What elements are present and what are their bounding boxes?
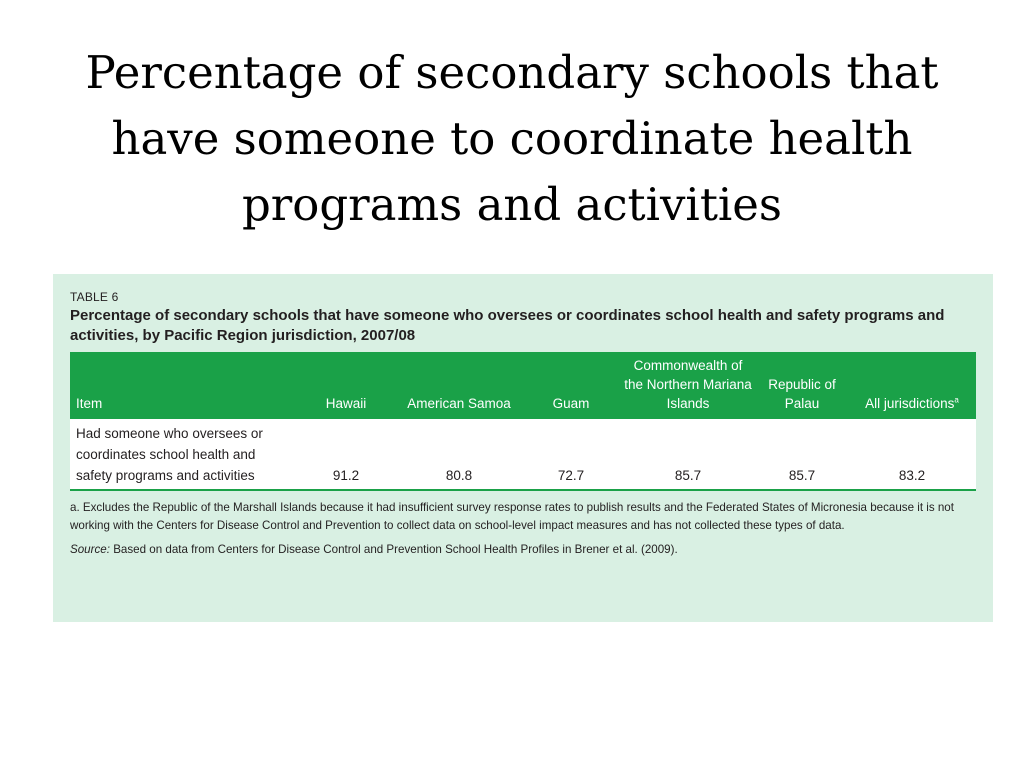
table-source <box>70 541 977 559</box>
cell-all-jurisdictions: 83.2 <box>898 468 926 483</box>
slide-title <box>40 40 984 238</box>
table-caption: Percentage of secondary schools that have someone who oversees or coordinates school health and safety programs and activities, by Pacific Region jurisdiction, 2007/08 <box>70 307 945 344</box>
column-header-republic-of-palau: Republic of Palau <box>768 377 836 411</box>
column-header-all-jurisdictions <box>848 352 976 419</box>
table-panel <box>53 274 993 622</box>
column-header-american-samoa: American Samoa <box>407 396 511 411</box>
table-row <box>70 419 976 490</box>
cell-northern-mariana-islands: 85.7 <box>674 468 702 483</box>
source-label: Source: <box>70 543 110 556</box>
cell-american-samoa: 80.8 <box>445 468 473 483</box>
column-header-hawaii: Hawaii <box>325 396 367 411</box>
table-header-row <box>70 352 976 419</box>
column-header-item: Item <box>76 396 103 411</box>
column-header-guam: Guam <box>552 396 590 411</box>
source-text: Based on data from Centers for Disease Control and Prevention School Health Profiles in Brener et al. (2009). <box>109 543 678 556</box>
data-table <box>70 352 976 491</box>
table-footnote: a. Excludes the Republic of the Marshall Islands because it had insufficient survey response rates to publish results and the Federated States of Micronesia because it is not working with the Centers for Disease Control and Prevention to collect data on school-level impact measures and has not collected these types of data. <box>70 501 954 532</box>
cell-hawaii: 91.2 <box>332 468 360 483</box>
footnote-marker: a <box>954 395 959 405</box>
row-item-label: Had someone who oversees or coordinates school health and safety programs and activities <box>76 426 263 483</box>
slide-title-line: programs and activities <box>241 178 783 231</box>
slide-title-line: Percentage of secondary schools that <box>85 46 939 99</box>
column-header-all-jurisdictions-label: All jurisdictions <box>865 396 955 411</box>
column-header-northern-mariana-islands: Commonwealth of the Northern Mariana Islands <box>624 358 752 411</box>
cell-republic-of-palau: 85.7 <box>788 468 816 483</box>
slide-title-line: have someone to coordinate health <box>111 112 913 165</box>
table-label: TABLE 6 <box>70 290 119 304</box>
cell-guam: 72.7 <box>557 468 585 483</box>
